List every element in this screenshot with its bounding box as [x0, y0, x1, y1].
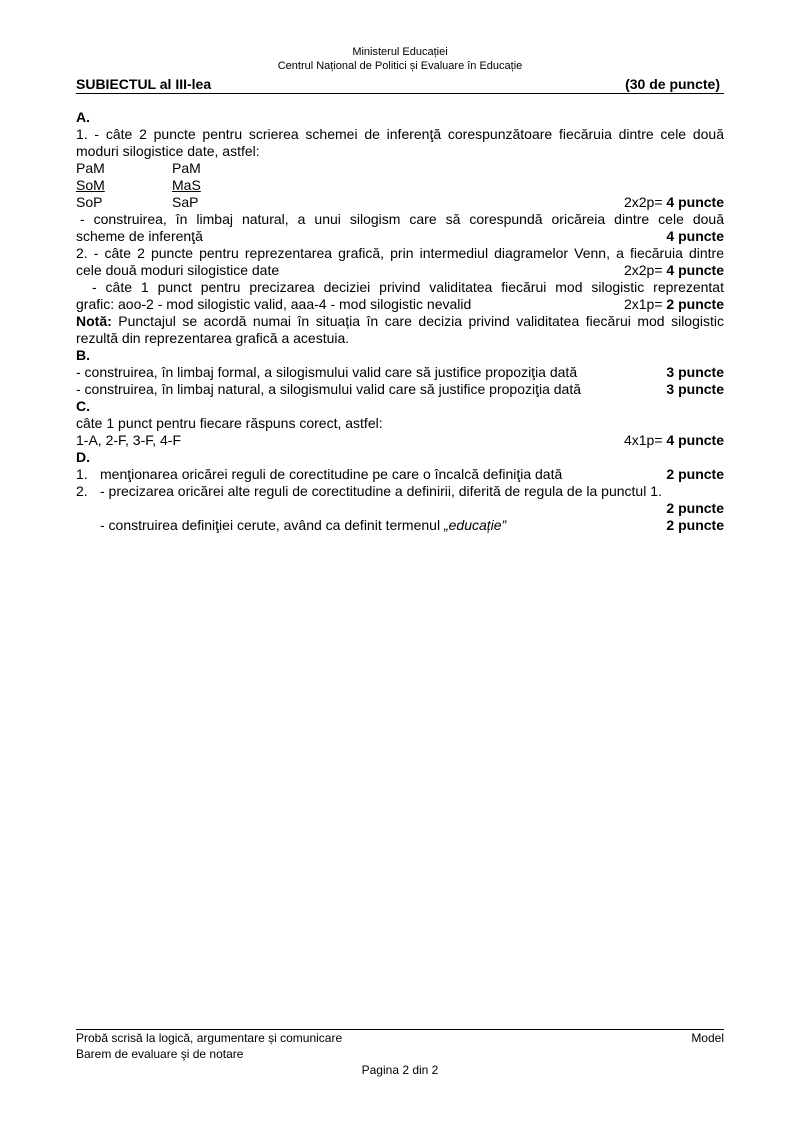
score-formula: 2x2p=: [623, 262, 663, 278]
score: [624, 432, 724, 449]
line-text: grafic: aoo-2 - mod silogistic valid, aaa-4 - mod silogistic nevalid: [76, 296, 472, 312]
score: [624, 296, 724, 313]
scheme-cell: SaP: [172, 194, 199, 210]
line-text: cele două moduri silogistice date: [76, 262, 280, 278]
item-number: 1.: [76, 466, 88, 482]
section-d-heading: D.: [76, 449, 90, 465]
score-points: 2 puncte: [666, 296, 724, 312]
exam-name: Probă scrisă la logică, argumentare și comunicare: [76, 1031, 343, 1045]
line-text: - precizarea oricărei alte reguli de corectitudine a definirii, diferită de regula de la punctul 1.: [100, 483, 662, 499]
ministry-name: Ministerul Educației: [352, 46, 448, 58]
section-c-heading: C.: [76, 398, 90, 414]
section-a-item1-line2: moduri silogistice date, astfel:: [76, 143, 260, 159]
decision-line1: - câte 1 punct pentru precizarea deciziei privind validitatea fiecărui mod silogistic reprezentat: [92, 279, 724, 295]
scheme-cell: MaS: [172, 177, 201, 193]
scheme-row: [76, 194, 724, 211]
scheme-cell: SoM: [76, 177, 105, 193]
subject-header: [76, 76, 724, 94]
score-points: 2 puncte: [666, 517, 724, 533]
line-text: - construirea, în limbaj natural, a silogismului valid care să justifice propoziţia dată: [76, 381, 582, 397]
scheme-cell: PaM: [76, 160, 105, 176]
scheme-row: [76, 160, 724, 177]
score-formula: 4x1p=: [623, 432, 663, 448]
decision-line2: [76, 296, 724, 313]
subject-points: (30 de puncte): [625, 76, 720, 92]
defined-term: „educație”: [443, 517, 507, 533]
section-d-item2: [76, 483, 724, 500]
score-points: 2 puncte: [666, 466, 724, 482]
line-text: menţionarea oricărei reguli de corectitudine pe care o încalcă definiţia dată: [100, 466, 563, 482]
section-b-heading: B.: [76, 347, 90, 363]
scheme-row: [76, 177, 724, 194]
section-a-item2-line1: 2. - câte 2 puncte pentru reprezentarea grafică, prin intermediul diagramelor Venn, a fiecăruia dintre: [76, 245, 724, 261]
line-text: [100, 517, 506, 534]
note-text: Punctajul se acordă numai în situația în care decizia privind validitatea fiecărui mod silogistic: [111, 313, 724, 329]
section-a-item2-line2: [76, 262, 724, 279]
line-text: - construirea, în limbaj formal, a silogismului valid care să justifice propoziţia dată: [76, 364, 578, 380]
score-formula: 2x1p=: [623, 296, 663, 312]
answers-text: 1-A, 2-F, 3-F, 4-F: [76, 432, 182, 448]
footer-row: [76, 1046, 724, 1062]
section-c-answers: [76, 432, 724, 449]
note-line2: rezultă din reprezentarea grafică a acestuia.: [76, 330, 350, 346]
score-points: 4 puncte: [666, 262, 724, 278]
line-text: scheme de inferenţă: [76, 228, 203, 244]
section-b-line1: [76, 364, 724, 381]
model-label: Model: [691, 1031, 724, 1045]
section-d-item1: [76, 466, 724, 483]
scheme-cell: PaM: [172, 160, 201, 176]
subject-title: SUBIECTUL al III-lea: [76, 76, 212, 92]
center-name: Centrul Național de Politici și Evaluare în Educație: [277, 60, 523, 72]
section-a-heading: A.: [76, 109, 90, 125]
item-number: 2.: [76, 483, 88, 499]
score-points: 3 puncte: [666, 381, 724, 397]
section-c-line1: câte 1 punct pentru fiecare răspuns corect, astfel:: [76, 415, 383, 431]
natural-language-line1: - construirea, în limbaj natural, a unui silogism care să corespundă oricăreia dintre cele două: [80, 211, 724, 227]
score-points: 2 puncte: [666, 500, 724, 516]
note-line1: [76, 313, 724, 330]
definition-text: - construirea definiţiei cerute, având ca definit termenul: [100, 517, 444, 533]
section-d-item3: [76, 517, 724, 534]
score-points: 4 puncte: [666, 432, 724, 448]
score-points: 4 puncte: [666, 194, 724, 210]
footer-row: [76, 1030, 724, 1046]
scheme-cell: SoP: [76, 194, 103, 210]
score: [624, 262, 724, 279]
grading-content: [76, 109, 724, 534]
score-points: 3 puncte: [666, 364, 724, 380]
note-label: Notă:: [76, 313, 112, 329]
natural-language-line2: [76, 228, 724, 245]
section-d-item2-score: [76, 500, 724, 517]
section-b-line2: [76, 381, 724, 398]
section-a-item1-line1: 1. - câte 2 puncte pentru scrierea schemei de inferenţă corespunzătoare fiecăruia dintre cele două: [76, 126, 724, 142]
page-number: Pagina 2 din 2: [361, 1063, 439, 1077]
score-points: 4 puncte: [666, 228, 724, 244]
score: [624, 194, 724, 211]
score-formula: 2x2p=: [623, 194, 663, 210]
page-footer: [76, 1029, 724, 1078]
barem-label: Barem de evaluare şi de notare: [76, 1047, 244, 1061]
